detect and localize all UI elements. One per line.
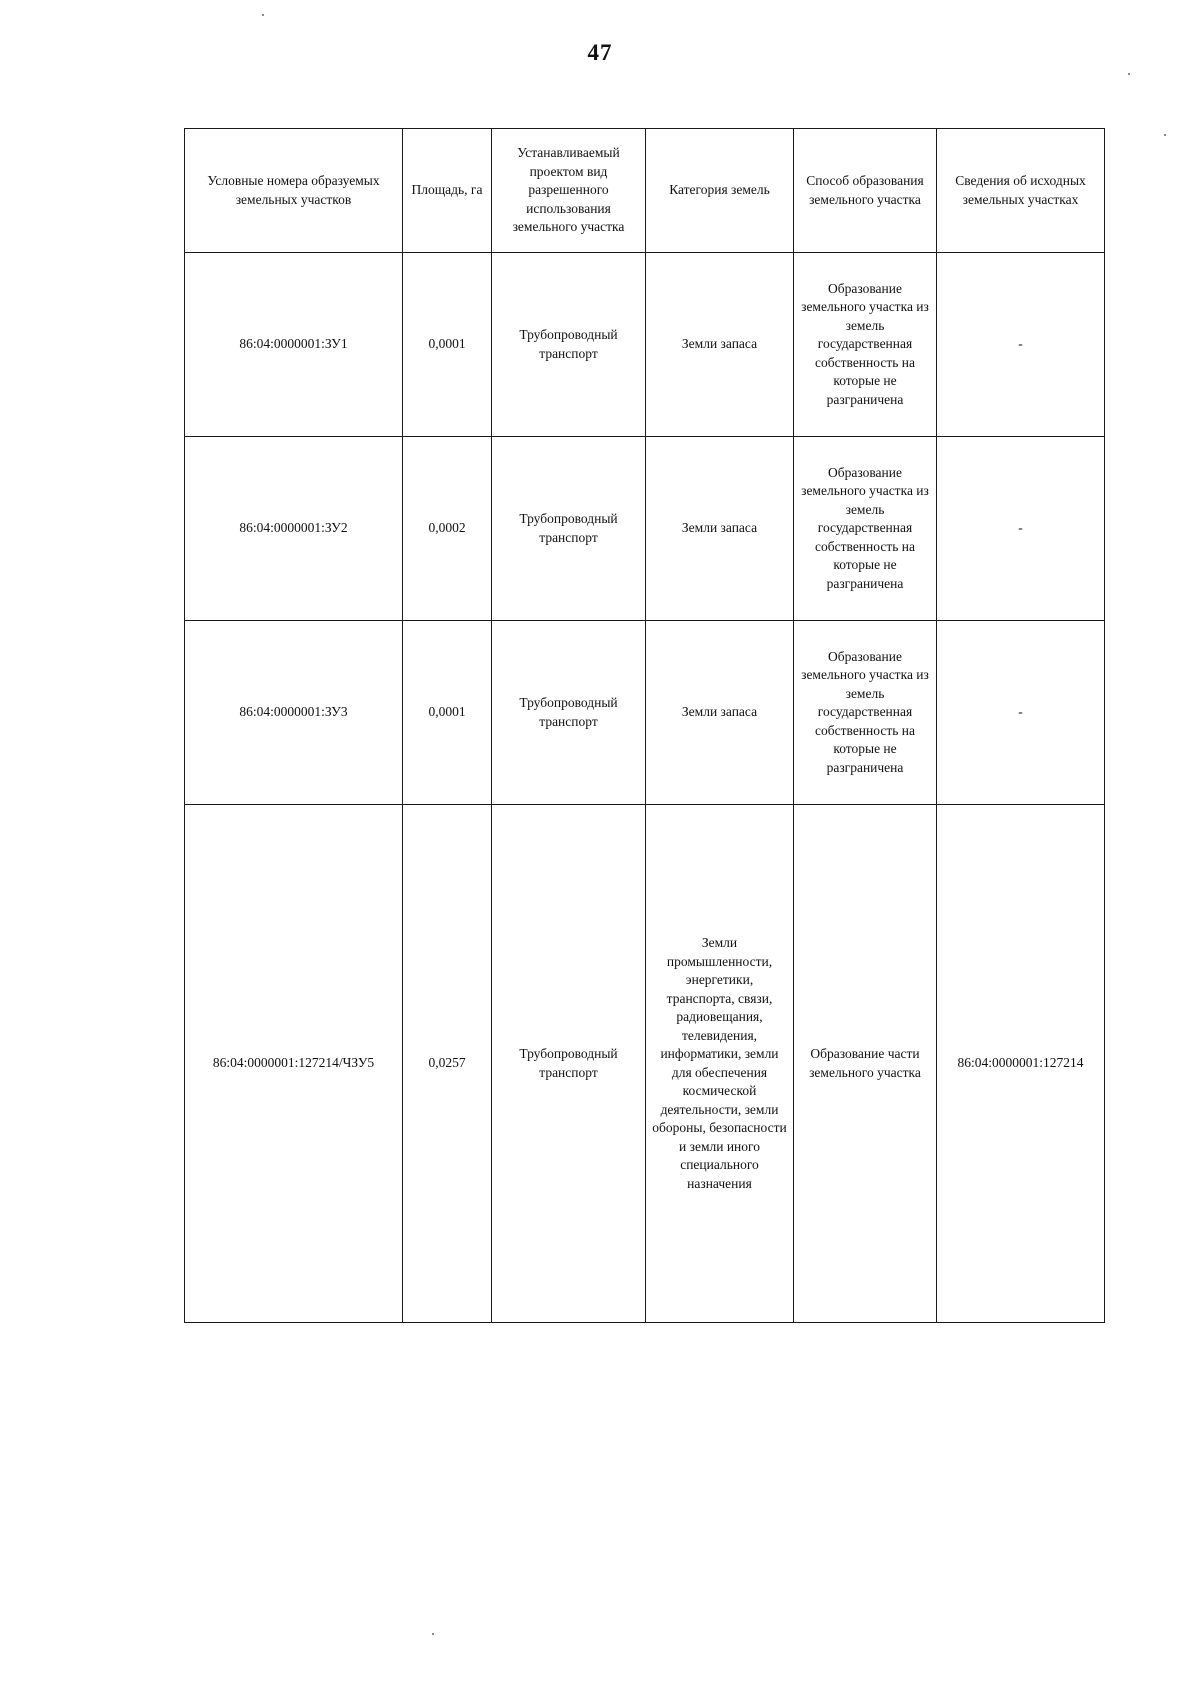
plot-number-cell: 86:04:0000001:ЗУ3 — [185, 621, 403, 805]
area-cell: 0,0001 — [403, 253, 492, 437]
table-row — [185, 621, 1105, 805]
page-number: 47 — [587, 40, 613, 65]
formation-method-cell: Образование земельного участка из земель государственная собственность на которые не разграничена — [794, 621, 937, 805]
table-row — [185, 253, 1105, 437]
scan-speck — [1128, 73, 1130, 75]
table-row — [185, 805, 1105, 1323]
formation-method-cell: Образование земельного участка из земель государственная собственность на которые не разграничена — [794, 437, 937, 621]
area-cell: 0,0257 — [403, 805, 492, 1323]
source-plot-cell: - — [937, 621, 1105, 805]
plot-number-cell: 86:04:0000001:127214/ЧЗУ5 — [185, 805, 403, 1323]
land-category-cell: Земли запаса — [646, 621, 794, 805]
land-category-cell: Земли промышленности, энергетики, транспорта, связи, радиовещания, телевидения, информатики, земли для обеспечения космической деятельности, земли обороны, безопасности и земли иного специального назначения — [646, 805, 794, 1323]
permitted-use-cell: Трубопроводный транспорт — [492, 805, 646, 1323]
header-plot-number: Условные номера образуемых земельных участков — [185, 129, 403, 253]
land-plots-table — [184, 128, 1105, 1323]
area-cell: 0,0001 — [403, 621, 492, 805]
area-cell: 0,0002 — [403, 437, 492, 621]
formation-method-cell: Образование земельного участка из земель государственная собственность на которые не разграничена — [794, 253, 937, 437]
formation-method-cell: Образование части земельного участка — [794, 805, 937, 1323]
header-land-category: Категория земель — [646, 129, 794, 253]
land-category-cell: Земли запаса — [646, 253, 794, 437]
plot-number-cell: 86:04:0000001:ЗУ2 — [185, 437, 403, 621]
table-header-row — [185, 129, 1105, 253]
header-source-plots: Сведения об исходных земельных участках — [937, 129, 1105, 253]
table-row — [185, 437, 1105, 621]
land-category-cell: Земли запаса — [646, 437, 794, 621]
plot-number-cell: 86:04:0000001:ЗУ1 — [185, 253, 403, 437]
permitted-use-cell: Трубопроводный транспорт — [492, 437, 646, 621]
scan-speck — [432, 1633, 434, 1635]
header-area: Площадь, га — [403, 129, 492, 253]
scan-speck — [262, 14, 264, 16]
header-permitted-use: Устанавливаемый проектом вид разрешенного использования земельного участка — [492, 129, 646, 253]
header-formation-method: Способ образования земельного участка — [794, 129, 937, 253]
source-plot-cell: 86:04:0000001:127214 — [937, 805, 1105, 1323]
permitted-use-cell: Трубопроводный транспорт — [492, 621, 646, 805]
scan-speck — [1164, 134, 1166, 136]
source-plot-cell: - — [937, 253, 1105, 437]
permitted-use-cell: Трубопроводный транспорт — [492, 253, 646, 437]
source-plot-cell: - — [937, 437, 1105, 621]
